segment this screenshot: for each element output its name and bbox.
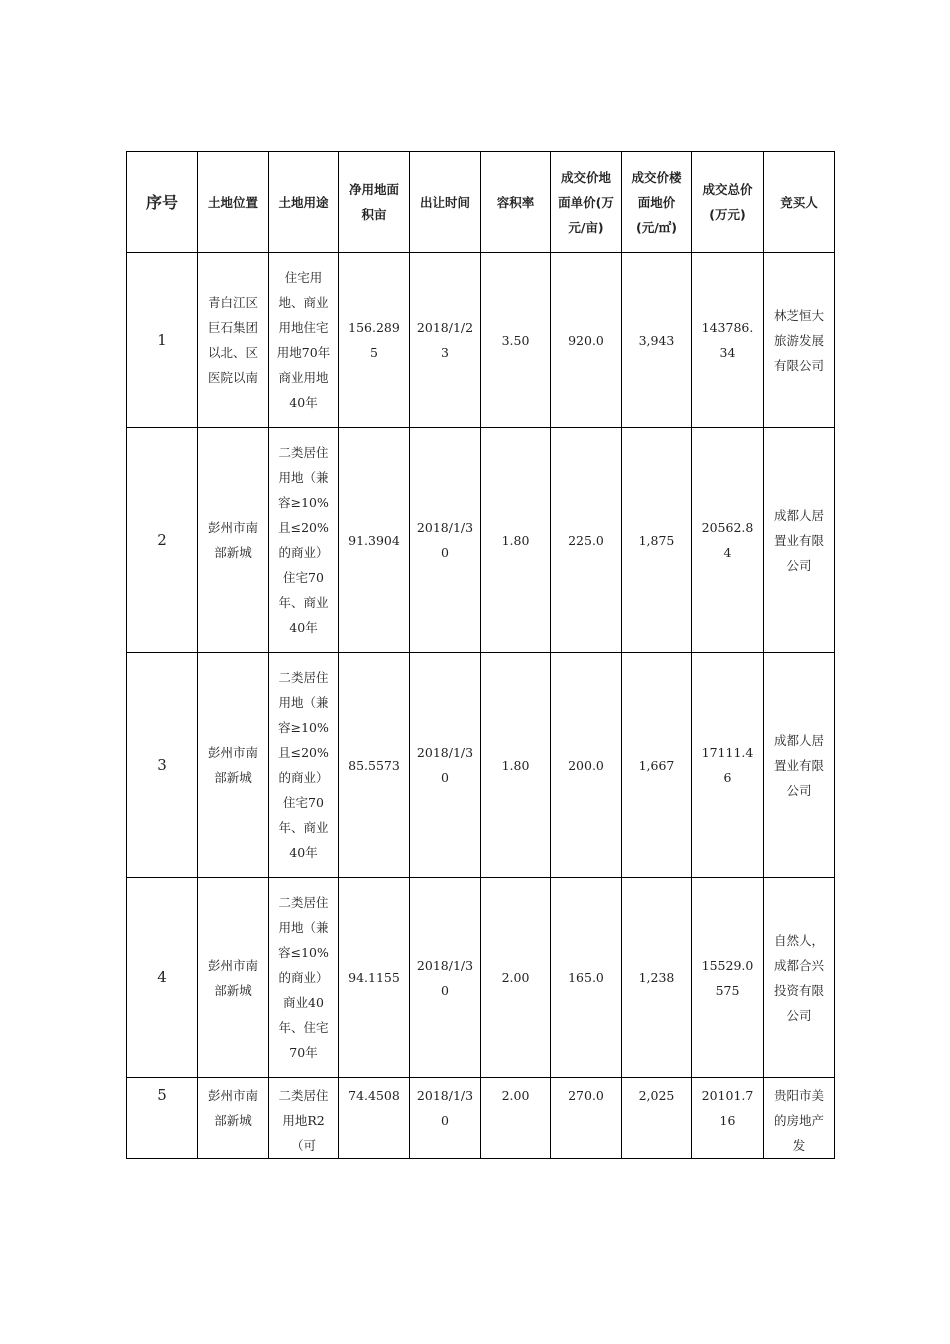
cell-total: 143786.34 xyxy=(692,253,764,428)
table-row xyxy=(127,428,835,653)
table-row xyxy=(127,878,835,1078)
cell-unit-price: 200.0 xyxy=(551,653,622,878)
cell-bidder: 自然人，成都合兴投资有限公司 xyxy=(764,878,835,1078)
cell-unit-price: 225.0 xyxy=(551,428,622,653)
cell-unit-price: 165.0 xyxy=(551,878,622,1078)
cell-far: 2.00 xyxy=(481,878,551,1078)
cell-location: 彭州市南部新城 xyxy=(198,653,269,878)
cell-seq: 2 xyxy=(127,428,198,653)
table-row xyxy=(127,253,835,428)
table-row xyxy=(127,1078,835,1159)
cell-location: 青白江区巨石集团以北、区医院以南 xyxy=(198,253,269,428)
cell-bidder: 林芝恒大旅游发展有限公司 xyxy=(764,253,835,428)
header-bidder: 竞买人 xyxy=(764,152,835,253)
cell-unit-price: 920.0 xyxy=(551,253,622,428)
header-date: 出让时间 xyxy=(410,152,481,253)
cell-usage: 二类居住用地（兼容≥10%且≤20%的商业）住宅70年、商业40年 xyxy=(269,428,339,653)
cell-floor-price: 1,667 xyxy=(622,653,692,878)
cell-area: 94.1155 xyxy=(339,878,410,1078)
cell-far: 1.80 xyxy=(481,653,551,878)
header-area: 净用地面积亩 xyxy=(339,152,410,253)
cell-location: 彭州市南部新城 xyxy=(198,878,269,1078)
cell-total: 17111.46 xyxy=(692,653,764,878)
cell-total: 15529.0575 xyxy=(692,878,764,1078)
cell-area: 74.4508 xyxy=(339,1078,410,1159)
header-location: 土地位置 xyxy=(198,152,269,253)
header-usage: 土地用途 xyxy=(269,152,339,253)
cell-bidder: 成都人居置业有限公司 xyxy=(764,653,835,878)
cell-date: 2018/1/30 xyxy=(410,653,481,878)
cell-seq: 3 xyxy=(127,653,198,878)
header-floor-price: 成交价楼面地价(元/㎡) xyxy=(622,152,692,253)
cell-location: 彭州市南部新城 xyxy=(198,428,269,653)
cell-total: 20101.716 xyxy=(692,1078,764,1159)
cell-usage: 二类居住用地（兼容≥10%且≤20%的商业）住宅70年、商业40年 xyxy=(269,653,339,878)
cell-floor-price: 1,238 xyxy=(622,878,692,1078)
header-unit-price: 成交价地面单价(万元/亩) xyxy=(551,152,622,253)
cell-area: 91.3904 xyxy=(339,428,410,653)
cell-usage: 二类居住用地R2（可 xyxy=(269,1078,339,1159)
land-auction-table xyxy=(126,151,835,1159)
header-far: 容积率 xyxy=(481,152,551,253)
cell-date: 2018/1/30 xyxy=(410,878,481,1078)
cell-floor-price: 3,943 xyxy=(622,253,692,428)
cell-date: 2018/1/30 xyxy=(410,1078,481,1159)
cell-usage: 住宅用地、商业用地住宅用地70年商业用地40年 xyxy=(269,253,339,428)
cell-area: 85.5573 xyxy=(339,653,410,878)
cell-unit-price: 270.0 xyxy=(551,1078,622,1159)
cell-seq: 4 xyxy=(127,878,198,1078)
cell-usage: 二类居住用地（兼容≤10%的商业）商业40年、住宅70年 xyxy=(269,878,339,1078)
table-row xyxy=(127,653,835,878)
cell-date: 2018/1/30 xyxy=(410,428,481,653)
cell-seq: 5 xyxy=(127,1078,198,1159)
table-header-row xyxy=(127,152,835,253)
header-seq: 序号 xyxy=(127,152,198,253)
cell-seq: 1 xyxy=(127,253,198,428)
cell-total: 20562.84 xyxy=(692,428,764,653)
cell-floor-price: 1,875 xyxy=(622,428,692,653)
cell-floor-price: 2,025 xyxy=(622,1078,692,1159)
cell-bidder: 贵阳市美的房地产发 xyxy=(764,1078,835,1159)
cell-bidder: 成都人居置业有限公司 xyxy=(764,428,835,653)
cell-far: 2.00 xyxy=(481,1078,551,1159)
cell-area: 156.2895 xyxy=(339,253,410,428)
cell-far: 1.80 xyxy=(481,428,551,653)
cell-date: 2018/1/23 xyxy=(410,253,481,428)
cell-far: 3.50 xyxy=(481,253,551,428)
cell-location: 彭州市南部新城 xyxy=(198,1078,269,1159)
header-total: 成交总价(万元) xyxy=(692,152,764,253)
